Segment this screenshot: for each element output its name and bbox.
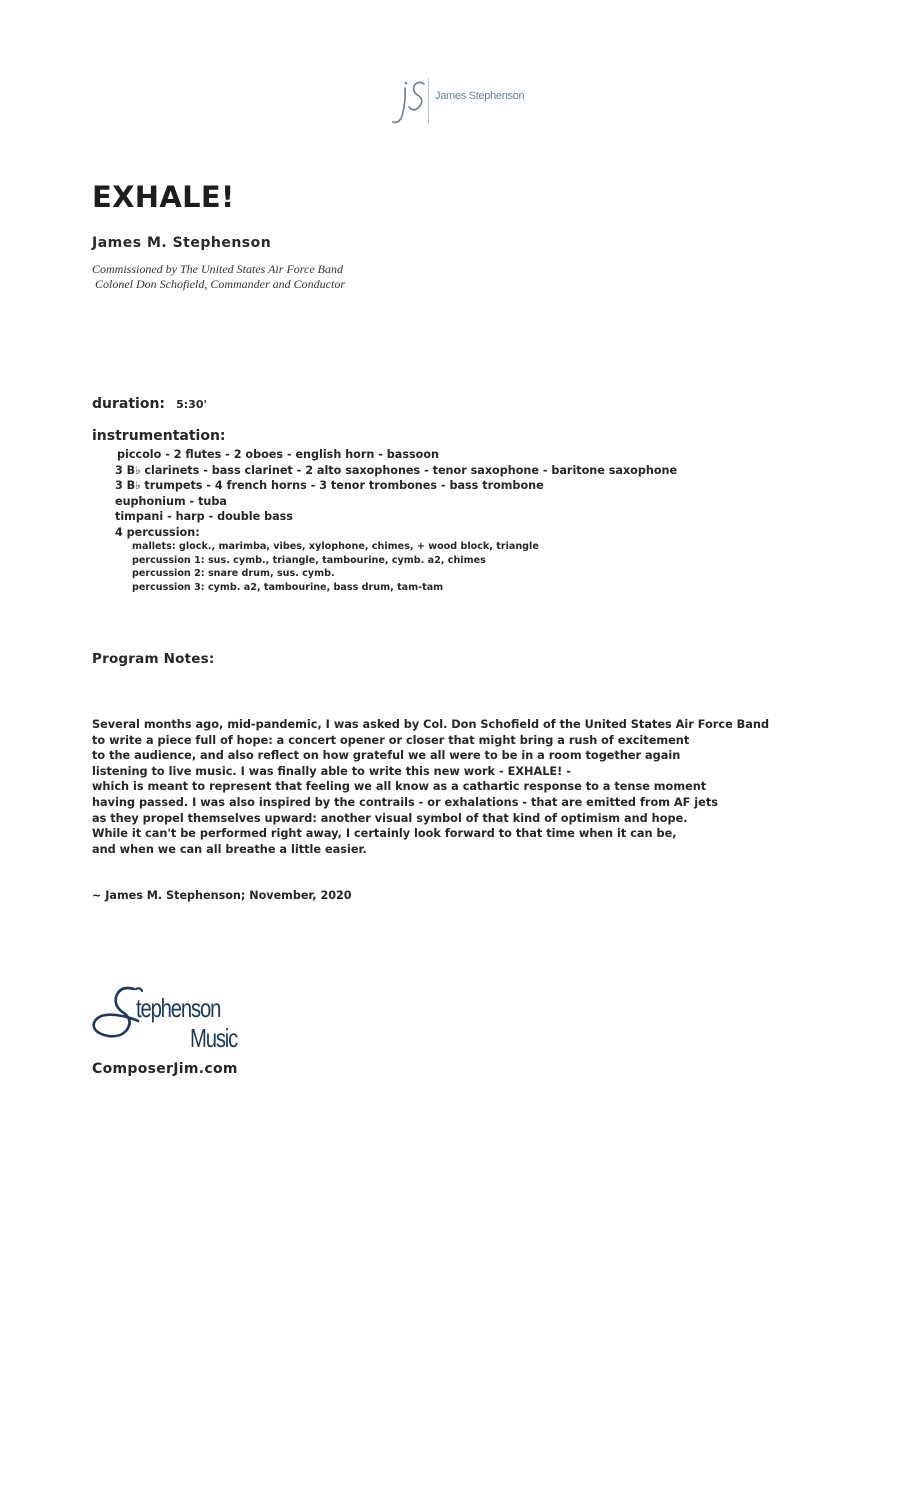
instrument-line: piccolo - 2 flutes - 2 oboes - english horn - bassoon xyxy=(117,448,439,461)
notes-line: to the audience, and also reflect on how grateful we all were to be in a room together again xyxy=(92,749,681,763)
percussion-line: percussion 2: snare drum, sus. cymb. xyxy=(132,568,335,580)
instrument-line: 3 B♭ clarinets - bass clarinet - 2 alto saxophones - tenor saxophone - baritone saxophone xyxy=(115,463,678,477)
logo-word-music: Music xyxy=(190,1023,238,1053)
js-monogram-icon xyxy=(388,72,428,128)
program-notes-heading: Program Notes: xyxy=(92,651,215,667)
instrument-line: 3 B♭ trumpets - 4 french horns - 3 tenor trombones - bass trombone xyxy=(115,479,544,493)
program-notes-body xyxy=(92,717,769,857)
signature: ~ James M. Stephenson; November, 2020 xyxy=(92,889,352,902)
percussion-line: percussion 1: sus. cymb., triangle, tambourine, cymb. a2, chimes xyxy=(132,554,486,566)
commission-note xyxy=(92,262,345,292)
notes-line: having passed. I was also inspired by the contrails - or exhalations - that are emitted from AF jets xyxy=(92,795,718,809)
percussion-list xyxy=(132,540,539,594)
percussion-line: percussion 3: cymb. a2, tambourine, bass drum, tam-tam xyxy=(132,581,444,593)
header-logo xyxy=(388,72,528,128)
notes-line: which is meant to represent that feeling we all know as a cathartic response to a tense moment xyxy=(92,780,707,794)
instrumentation-heading: instrumentation: xyxy=(92,428,226,444)
page-title: EXHALE! xyxy=(92,180,235,214)
logo-word-stephenson: tephenson xyxy=(136,993,221,1023)
instrument-line: 4 percussion: xyxy=(115,525,200,539)
stephenson-music-logo xyxy=(90,983,250,1058)
commission-line: Colonel Don Schofield, Commander and Conductor xyxy=(92,277,345,291)
notes-line: to write a piece full of hope: a concert opener or closer that might bring a rush of excitement xyxy=(92,733,690,747)
percussion-line: mallets: glock., marimba, vibes, xylophone, chimes, + wood block, triangle xyxy=(132,541,539,552)
logo-divider xyxy=(428,78,429,124)
composer-name: James M. Stephenson xyxy=(92,235,272,251)
website-link[interactable]: ComposerJim.com xyxy=(92,1061,238,1077)
notes-line: as they propel themselves upward: another visual symbol of that kind of optimism and hope. xyxy=(92,811,688,825)
instrument-line: euphonium - tuba xyxy=(115,494,227,508)
duration-value: 5:30' xyxy=(176,398,207,411)
instrumentation-list xyxy=(115,447,677,541)
notes-line: While it can't be performed right away, I certainly look forward to that time when it can be, xyxy=(92,827,677,841)
duration xyxy=(92,393,207,412)
commission-line: Commissioned by The United States Air Force Band xyxy=(92,262,343,276)
duration-label: duration: xyxy=(92,396,166,412)
logo-name: James Stephenson xyxy=(435,90,525,102)
notes-line: listening to live music. I was finally able to write this new work - EXHALE! - xyxy=(92,764,571,778)
notes-line: and when we can all breathe a little easier. xyxy=(92,842,367,856)
notes-line: Several months ago, mid-pandemic, I was asked by Col. Don Schofield of the United States Air Force Band xyxy=(92,718,770,731)
instrument-line: timpani - harp - double bass xyxy=(115,510,293,524)
